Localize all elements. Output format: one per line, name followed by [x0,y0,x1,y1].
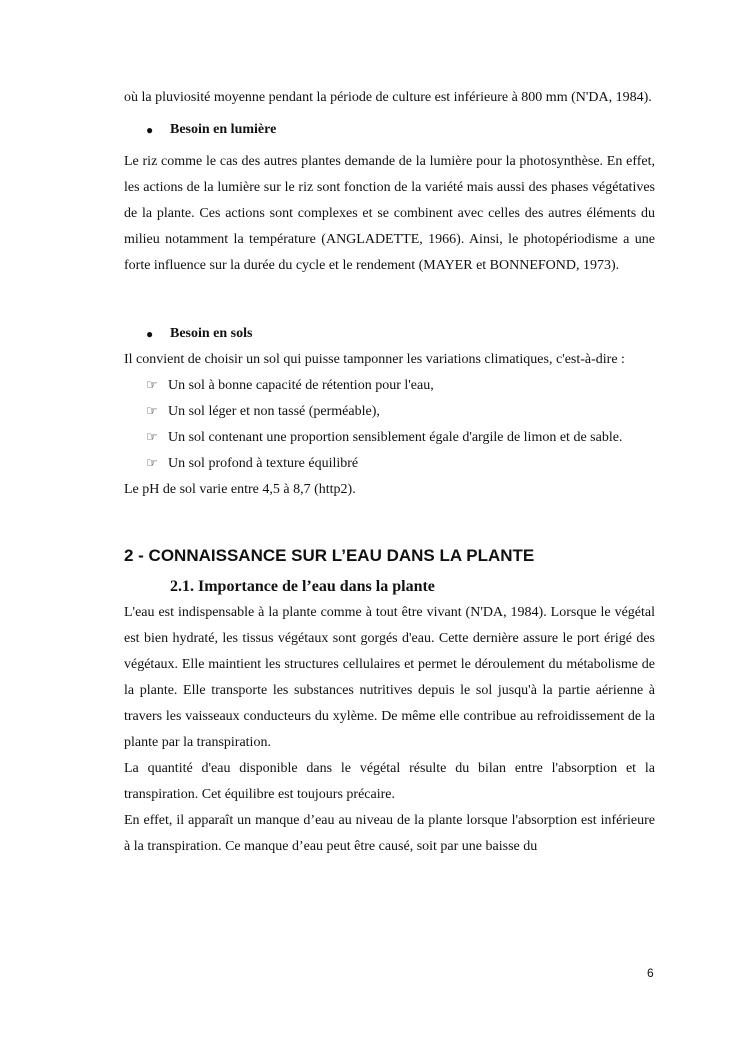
list-item [124,451,655,477]
bullet-dot-icon: ● [146,123,154,137]
list-item [124,399,655,425]
bullet-heading-soil-label: Besoin en sols [170,326,253,341]
page-number: 6 [647,966,654,980]
list-item-text: Un sol à bonne capacité de rétention pour l'eau, [168,378,434,393]
bullet-heading-light [124,117,655,143]
pointing-hand-icon: ☞ [146,404,158,419]
paragraph-water-3: En effet, il apparaît un manque d’eau au niveau de la plante lorsque l'absorption est inférieure à la transpiration. Ce manque d’eau peut être causé, soit par une baisse du [124,813,655,854]
list-item-text: Un sol profond à texture équilibré [168,456,359,471]
bullet-heading-light-label: Besoin en lumière [170,122,277,137]
page-content [124,85,655,860]
paragraph-water-2: La quantité d'eau disponible dans le végétal résulte du bilan entre l'absorption et la transpiration. Cet équilibre est toujours précaire. [124,761,655,802]
paragraph-soil: Il convient de choisir un sol qui puisse tamponner les variations climatiques, c'est-à-dire : [124,352,625,367]
paragraph-light: Le riz comme le cas des autres plantes demande de la lumière pour la photosynthèse. En effet, les actions de la lumière sur le riz sont fonction de la variété mais aussi des phases végétatives de la plante. Ces actions sont complexes et se combinent avec celles des autres éléments du milieu notamment la température (ANGLADETTE, 1966). Ainsi, le photopériodisme a une forte influence sur la durée du cycle et le rendement (MAYER et BONNEFOND, 1973). [124,154,655,273]
subsection-heading: 2.1. Importance de l’eau dans la plante [170,578,435,595]
pointing-hand-icon: ☞ [146,378,158,393]
paragraph-ph: Le pH de sol varie entre 4,5 à 8,7 (http2). [124,482,356,497]
list-item-text: Un sol léger et non tassé (perméable), [168,404,380,419]
bullet-dot-icon: ● [146,327,154,341]
list-item [124,425,655,451]
section-heading: 2 - CONNAISSANCE SUR L’EAU DANS LA PLANTE [124,546,535,565]
bullet-heading-soil [124,321,655,347]
pointing-hand-icon: ☞ [146,430,158,445]
list-item [124,373,655,399]
list-item-text: Un sol contenant une proportion sensiblement égale d'argile de limon et de sable. [168,430,623,445]
pointing-hand-icon: ☞ [146,456,158,471]
paragraph-intro: où la pluviosité moyenne pendant la période de culture est inférieure à 800 mm (N'DA, 1984). [124,90,652,105]
paragraph-water-1: L'eau est indispensable à la plante comme à tout être vivant (N'DA, 1984). Lorsque le végétal est bien hydraté, les tissus végétaux sont gorgés d'eau. Cette dernière assure le port érigé des végétaux. Elle maintient les structures cellulaires et permet le déroulement du métabolisme de la plante. Elle transporte les substances nutritives depuis le sol jusqu'à la partie aérienne à travers les vaisseaux conducteurs du xylème. De même elle contribue au refroidissement de la plante par la transpiration. [124,605,655,750]
